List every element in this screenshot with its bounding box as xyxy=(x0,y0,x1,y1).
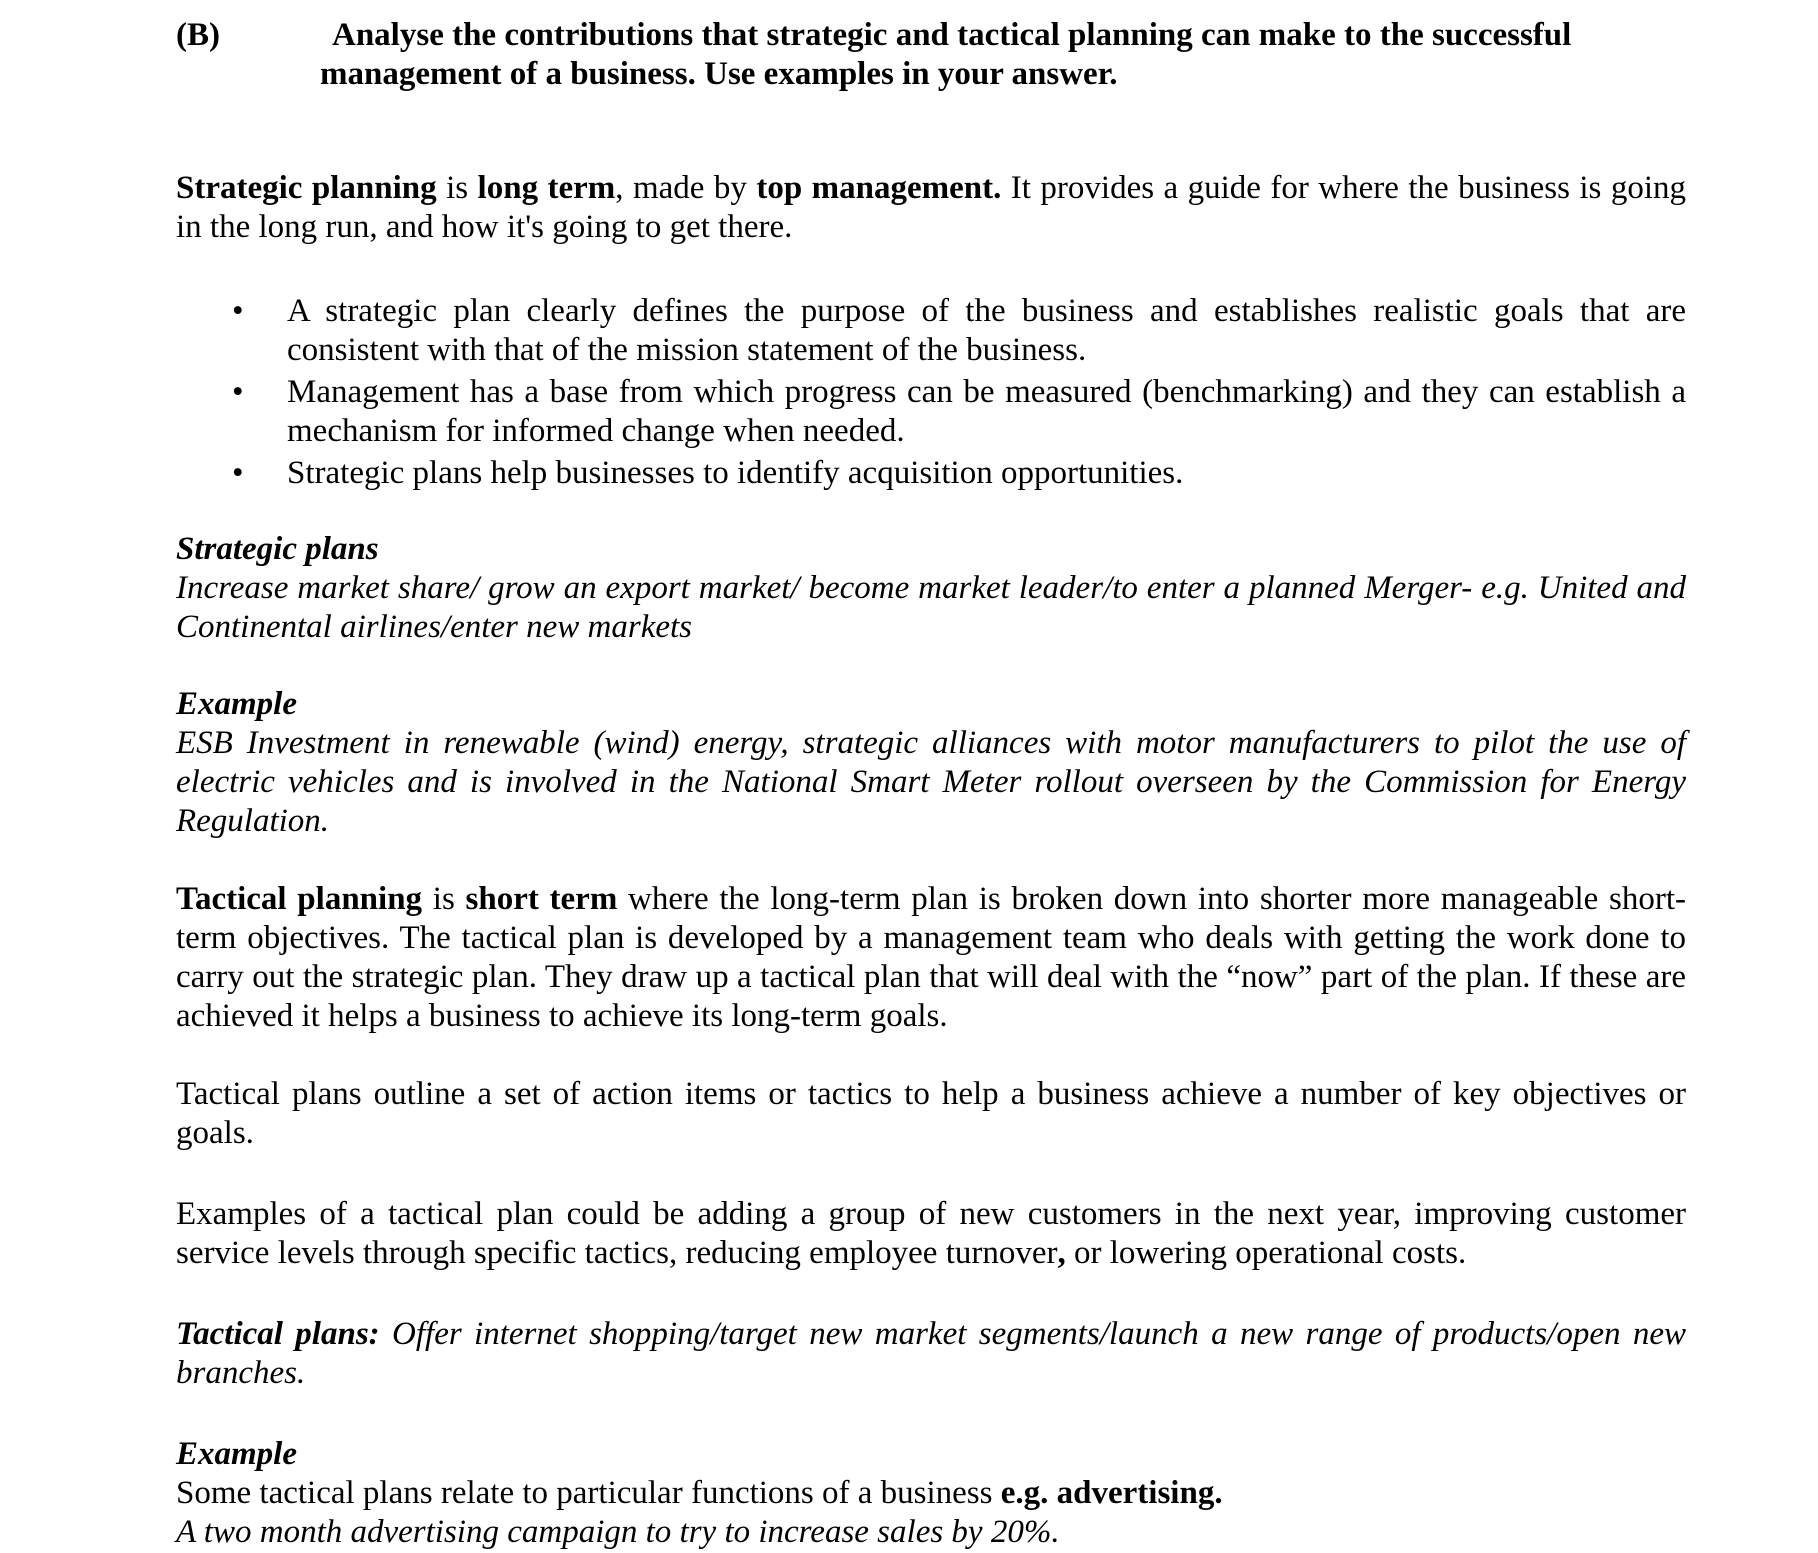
tactical-intro-text-1: is xyxy=(422,881,466,917)
example-2-line-1-bold: e.g. advertising. xyxy=(1000,1475,1223,1511)
strategic-planning-term: Strategic planning xyxy=(176,170,437,206)
tactical-outline-paragraph: Tactical plans outline a set of action items or tactics to help a business achieve a number of key objectives or goals. xyxy=(176,1076,1686,1151)
example-2-section xyxy=(176,1435,1686,1552)
list-item xyxy=(176,292,1686,370)
example-2-line-1 xyxy=(176,1474,1686,1513)
tactical-examples-paragraph xyxy=(176,1195,1686,1273)
top-management-term: top management. xyxy=(756,170,1002,206)
tactical-plans-paragraph xyxy=(176,1315,1686,1393)
long-term-term: long term xyxy=(477,170,616,206)
example-2-line-1-text: Some tactical plans relate to particular functions of a business xyxy=(176,1475,1001,1511)
tactical-planning-term: Tactical planning xyxy=(176,881,423,917)
strategic-plans-section xyxy=(176,530,1686,647)
short-term-term: short term xyxy=(465,881,618,917)
example-1-text: ESB Investment in renewable (wind) energy, strategic alliances with motor manufacturers to pilot the use of electric vehicles and is involved in the National Smart Meter rollout overseen by the Commission for Energy Regulation. xyxy=(176,725,1686,839)
example-1-section xyxy=(176,685,1686,841)
list-item xyxy=(176,454,1686,493)
tactical-plans-text: Offer internet shopping/target new market segments/launch a new range of products/open new branches. xyxy=(176,1316,1686,1391)
strategic-intro-paragraph xyxy=(176,169,1686,247)
tactical-intro-paragraph xyxy=(176,880,1686,1036)
example-1-title: Example xyxy=(176,686,297,722)
list-item-text: Management has a base from which progress can be measured (benchmarking) and they can establish a mechanism for informed change when needed. xyxy=(287,374,1686,449)
tactical-examples-text-2: or lowering operational costs. xyxy=(1065,1235,1467,1271)
strategic-intro-text-3: It provides a guide for where the business is going in the long run, and how it's going to get there. xyxy=(176,170,1687,245)
tactical-examples-comma: , xyxy=(1057,1235,1066,1271)
strategic-intro-text-1: is xyxy=(436,170,478,206)
question-label: (B) xyxy=(176,17,220,53)
tactical-examples-text-1: Examples of a tactical plan could be adding a group of new customers in the next year, improving customer service levels through specific tactics, reducing employee turnover xyxy=(176,1196,1686,1271)
list-item-text: Strategic plans help businesses to identify acquisition opportunities. xyxy=(287,455,1184,491)
list-item xyxy=(176,373,1686,451)
bullet-icon: • xyxy=(232,293,244,329)
tactical-plans-title: Tactical plans: xyxy=(176,1316,380,1352)
tactical-intro-text-2: where the long-term plan is broken down into shorter more manageable short-term objectives. The tactical plan is developed by a management team who deals with getting the work done to carry out the strategic plan. They draw up a tactical plan that will deal with the “now” part of the plan. If these are achieved it helps a business to achieve its long-term goals. xyxy=(176,881,1686,1034)
example-2-line-2: A two month advertising campaign to try to increase sales by 20%. xyxy=(176,1514,1060,1550)
strategic-benefits-list xyxy=(176,292,1686,496)
list-item-text: A strategic plan clearly defines the purpose of the business and establishes realistic goals that are consistent with that of the mission statement of the business. xyxy=(287,293,1686,368)
strategic-plans-title: Strategic plans xyxy=(176,531,379,567)
strategic-plans-text: Increase market share/ grow an export market/ become market leader/to enter a planned Merger- e.g. United and Continental airlines/enter new markets xyxy=(176,570,1686,645)
question-text: Analyse the contributions that strategic and tactical planning can make to the successful management of a business. Use examples in your answer. xyxy=(320,17,1572,92)
bullet-icon: • xyxy=(232,455,244,491)
strategic-intro-text-2: , made by xyxy=(615,170,757,206)
example-2-title: Example xyxy=(176,1436,297,1472)
bullet-icon: • xyxy=(232,374,244,410)
